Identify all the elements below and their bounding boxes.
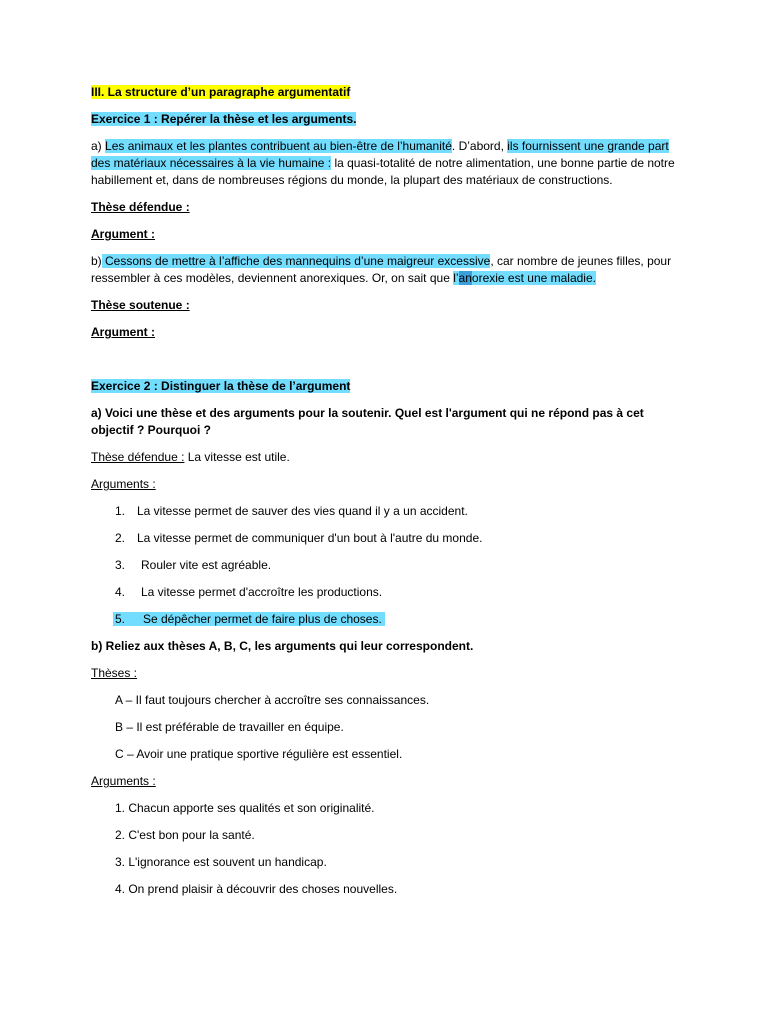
paragraph-b-argument-highlight-start: l’	[453, 271, 459, 285]
exercise-2-instruction-b: b) Reliez aux thèses A, B, C, les arguments qui leur correspondent.	[91, 639, 474, 653]
exercise-2-thesis-text: La vitesse est utile.	[184, 450, 290, 464]
paragraph-b-argument-label: Argument :	[91, 325, 155, 339]
section-title	[91, 84, 677, 101]
paragraph-b-label: b)	[91, 254, 102, 268]
list-item-number: 4.	[115, 585, 126, 599]
thesis-item-b: B – Il est préférable de travailler en équipe.	[115, 720, 344, 734]
exercise-2-thesis-label: Thèse défendue :	[91, 450, 185, 464]
list-item-text: La vitesse permet de communiquer d'un bout à l'autre du monde.	[137, 531, 483, 545]
argument-item: 1. Chacun apporte ses qualités et son originalité.	[115, 801, 375, 815]
paragraph-b-thesis-label: Thèse soutenue :	[91, 298, 190, 312]
document-body	[91, 84, 677, 908]
paragraph-a-text-1: . D’abord,	[451, 139, 508, 153]
exercise-2-arguments-label: Arguments :	[91, 477, 156, 491]
paragraph-a-argument-highlight: ils fournissent une grande part des matériaux nécessaires à la vie humaine :	[91, 139, 669, 170]
list-item	[91, 530, 677, 547]
section-title-text: III. La structure d’un paragraphe argumentatif	[91, 85, 351, 99]
empty-line	[91, 351, 677, 368]
paragraph-b-thesis-highlight: Cessons de mettre à l’affiche des mannequins d’une maigreur excessive	[101, 254, 491, 268]
paragraph-a-thesis-highlight: Les animaux et les plantes contribuent au bien-être de l’humanité	[105, 139, 452, 153]
paragraph-b-text-1: , car nombre de jeunes filles, pour ressembler à ces modèles, deviennent anorexiques. Or, on sait que	[91, 254, 672, 285]
exercise-2-instruction-a: a) Voici une thèse et des arguments pour la soutenir. Quel est l'argument qui ne répond pas à cet objectif ? Pourquoi ?	[91, 406, 644, 437]
list-item-text: Se dépêcher permet de faire plus de choses.	[143, 612, 382, 626]
exercise-2-theses-label: Thèses :	[91, 666, 138, 680]
thesis-item-c: C – Avoir une pratique sportive régulière est essentiel.	[115, 747, 403, 761]
list-item-number: 2.	[115, 531, 126, 545]
paragraph-a-text-2: la quasi-totalité de notre alimentation, une bonne partie de notre habillement et, dans de nombreuses régions du monde, la plupart des matériaux de constructions.	[91, 156, 675, 187]
list-item-highlighted	[91, 611, 677, 628]
list-item-number: 1.	[115, 504, 126, 518]
list-item-text: La vitesse permet d'accroître les productions.	[141, 585, 383, 599]
list-item-number: 5.	[115, 612, 126, 626]
list-item-text: La vitesse permet de sauver des vies quand il y a un accident.	[137, 504, 468, 518]
paragraph-a-argument-label: Argument :	[91, 227, 155, 241]
exercise-2-arguments-label-b: Arguments :	[91, 774, 156, 788]
list-item	[91, 503, 677, 520]
thesis-item-a: A – Il faut toujours chercher à accroître ses connaissances.	[115, 693, 430, 707]
list-item-text: Rouler vite est agréable.	[141, 558, 272, 572]
exercise-2-title-text: Exercice 2 : Distinguer la thèse de l’argument	[91, 379, 351, 393]
argument-item: 4. On prend plaisir à découvrir des choses nouvelles.	[115, 882, 398, 896]
exercise-1-paragraph-a	[91, 138, 677, 189]
exercise-2-title	[91, 378, 677, 395]
paragraph-a-thesis-label: Thèse défendue :	[91, 200, 190, 214]
paragraph-b-argument-highlight-end: orexie est une maladie.	[471, 271, 596, 285]
exercise-1-title-text: Exercice 1 : Repérer la thèse et les arguments.	[91, 112, 357, 126]
exercise-2-thesis-line	[91, 449, 677, 466]
exercise-1-title	[91, 111, 677, 128]
list-item	[91, 557, 677, 574]
list-item-number: 3.	[115, 558, 126, 572]
list-item-highlight	[113, 612, 385, 626]
paragraph-b-selected-text: an	[458, 271, 472, 285]
argument-item: 2. C'est bon pour la santé.	[115, 828, 255, 842]
argument-item: 3. L'ignorance est souvent un handicap.	[115, 855, 327, 869]
paragraph-a-label: a)	[91, 139, 106, 153]
exercise-1-paragraph-b	[91, 253, 677, 287]
list-item	[91, 584, 677, 601]
